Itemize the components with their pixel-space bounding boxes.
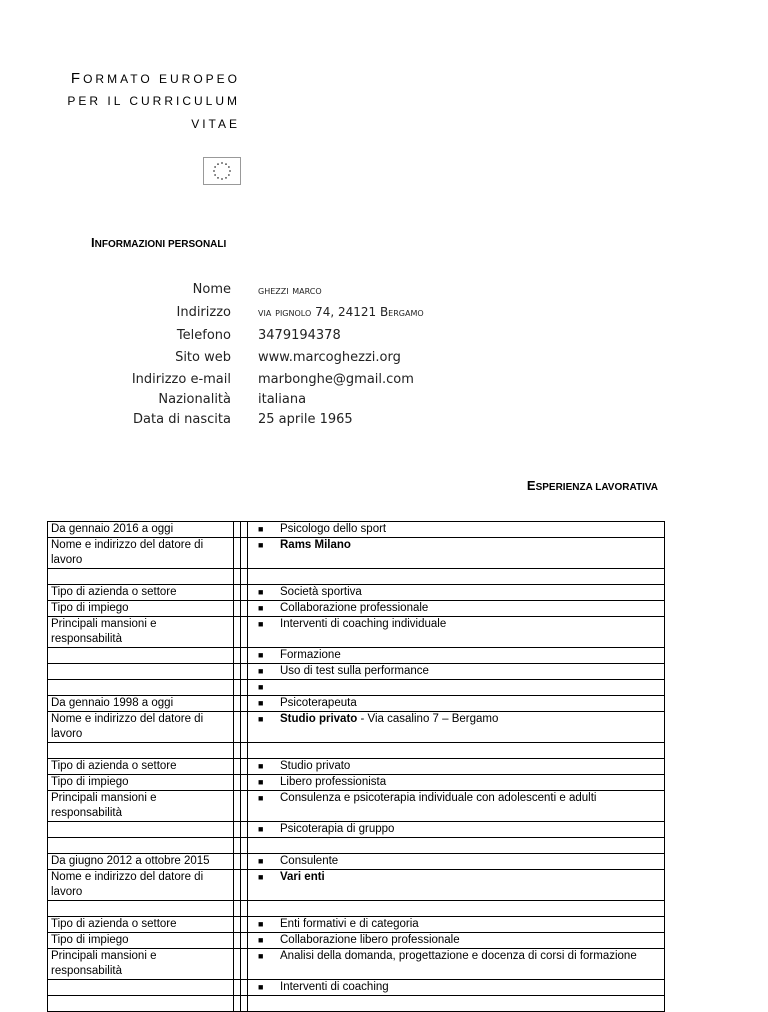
value-email[interactable]: marbonghe@gmail.com [258,372,414,387]
row-value-text: Libero professionista [280,776,387,788]
row-value [248,601,665,617]
row-value-text: Uso di test sulla performance [280,665,429,677]
square-bullet-icon: ■ [258,935,264,945]
row-value [248,822,665,838]
spacer-cell [241,870,248,901]
table-row [48,648,665,664]
square-bullet-icon: ■ [258,603,264,613]
heading-rest: NFORMAZIONI PERSONALI [94,239,227,250]
table-row [48,996,665,1012]
table-row [48,696,665,712]
spacer-cell [234,696,241,712]
square-bullet-icon: ■ [258,824,264,834]
spacer-cell [241,980,248,996]
row-value [248,775,665,791]
spacer-cell [241,680,248,696]
label-email: Indirizzo e-mail [131,372,231,387]
row-value-text: Rams Milano [280,539,351,551]
row-label: Nome e indirizzo del datore di lavoro [48,712,234,743]
row-label: Tipo di azienda o settore [48,585,234,601]
table-row [48,522,665,538]
row-value [248,522,665,538]
square-bullet-icon: ■ [258,619,264,629]
square-bullet-icon: ■ [258,777,264,787]
spacer-cell [241,791,248,822]
row-value-text: Psicologo dello sport [280,523,387,535]
row-label: Tipo di azienda o settore [48,917,234,933]
row-value-text: Studio privato [280,760,351,772]
spacer-cell [241,917,248,933]
heading-initial: E [526,478,536,493]
table-row [48,949,665,980]
row-label: Da gennaio 1998 a oggi [48,696,234,712]
row-value-text: Formazione [280,649,341,661]
table-row [48,664,665,680]
spacer-cell [234,538,241,569]
spacer-cell [241,696,248,712]
spacer-cell [241,822,248,838]
spacer-cell [234,791,241,822]
label-website: Sito web [175,350,231,365]
spacer-cell [234,949,241,980]
row-label: Tipo di impiego [48,601,234,617]
square-bullet-icon: ■ [258,698,264,708]
row-label [48,648,234,664]
spacer-cell [241,538,248,569]
table-row [48,901,665,917]
table-row [48,791,665,822]
table-row [48,585,665,601]
spacer-cell [234,712,241,743]
spacer-cell [241,522,248,538]
label-name: Nome [192,282,231,297]
table-row [48,617,665,648]
spacer-cell [234,980,241,996]
spacer-cell [241,901,248,917]
row-label [48,996,234,1012]
row-value-text: Collaborazione professionale [280,602,429,614]
square-bullet-icon: ■ [258,982,264,992]
employer-name: Studio privato [280,713,358,725]
spacer-cell [234,917,241,933]
row-value-text: Interventi di coaching individuale [280,618,447,630]
square-bullet-icon: ■ [258,540,264,550]
table-row [48,680,665,696]
table-row [48,980,665,996]
table-row [48,838,665,854]
spacer-cell [241,569,248,585]
row-value [248,838,665,854]
table-row [48,822,665,838]
personal-info-heading [91,235,226,250]
row-value [248,870,665,901]
spacer-cell [241,775,248,791]
spacer-cell [234,901,241,917]
row-label: Principali mansioni e responsabilità [48,949,234,980]
row-value [248,996,665,1012]
row-label: Da gennaio 2016 a oggi [48,522,234,538]
spacer-cell [234,775,241,791]
table-row [48,538,665,569]
table-row [48,712,665,743]
row-value [248,538,665,569]
row-value [248,791,665,822]
spacer-cell [241,585,248,601]
square-bullet-icon: ■ [258,682,264,692]
spacer-cell [234,664,241,680]
spacer-cell [234,585,241,601]
row-label: Da giugno 2012 a ottobre 2015 [48,854,234,870]
spacer-cell [241,854,248,870]
spacer-cell [241,949,248,980]
address-text: via pignolo 74, 24121 Bergamo [258,305,424,319]
value-phone: 3479194378 [258,328,341,343]
row-value [248,680,665,696]
row-label [48,980,234,996]
square-bullet-icon: ■ [258,587,264,597]
row-value-text: Consulente [280,855,339,867]
table-row [48,601,665,617]
row-value [248,917,665,933]
heading-rest: SPERIENZA LAVORATIVA [535,482,658,493]
row-label: Nome e indirizzo del datore di lavoro [48,870,234,901]
cv-title-line-2: PER IL CURRICULUM [67,94,240,108]
row-label: Tipo di impiego [48,775,234,791]
spacer-cell [241,759,248,775]
square-bullet-icon: ■ [258,919,264,929]
row-label [48,838,234,854]
row-label [48,743,234,759]
row-value [248,617,665,648]
value-nationality: italiana [258,392,307,407]
row-value-text: Enti formativi e di categoria [280,918,419,930]
spacer-cell [234,759,241,775]
experience-table [47,521,665,1012]
row-label: Principali mansioni e responsabilità [48,617,234,648]
row-label [48,569,234,585]
spacer-cell [241,996,248,1012]
square-bullet-icon: ■ [258,872,264,882]
row-value [248,585,665,601]
square-bullet-icon: ■ [258,793,264,803]
value-website[interactable]: www.marcoghezzi.org [258,350,401,365]
row-value-text: Consulenza e psicoterapia individuale con adolescenti e adulti [280,792,597,804]
row-value [248,664,665,680]
square-bullet-icon: ■ [258,951,264,961]
row-value [248,696,665,712]
row-label: Tipo di azienda o settore [48,759,234,775]
square-bullet-icon: ■ [258,714,264,724]
row-value [248,933,665,949]
row-value [248,712,665,743]
experience-heading [527,478,658,493]
row-value-text: Collaborazione libero professionale [280,934,460,946]
table-row [48,870,665,901]
spacer-cell [234,854,241,870]
row-value [248,854,665,870]
spacer-cell [234,522,241,538]
label-address: Indirizzo [176,305,231,320]
table-row [48,917,665,933]
spacer-cell [241,664,248,680]
spacer-cell [234,569,241,585]
spacer-cell [241,838,248,854]
spacer-cell [234,617,241,648]
square-bullet-icon: ■ [258,666,264,676]
square-bullet-icon: ■ [258,524,264,534]
label-nationality: Nazionalità [158,392,231,407]
spacer-cell [234,933,241,949]
table-row [48,933,665,949]
spacer-cell [241,601,248,617]
spacer-cell [234,996,241,1012]
eu-flag-logo [203,157,241,185]
row-value [248,759,665,775]
table-row [48,854,665,870]
table-row [48,775,665,791]
row-value-text: Analisi della domanda, progettazione e docenza di corsi di formazione [280,950,637,962]
row-value-text: Psicoterapeuta [280,697,357,709]
row-value [248,648,665,664]
spacer-cell [234,601,241,617]
spacer-cell [234,743,241,759]
title-initial: F [70,70,84,87]
table-row [48,743,665,759]
spacer-cell [241,743,248,759]
row-value [248,949,665,980]
value-address [258,305,424,320]
spacer-cell [234,822,241,838]
spacer-cell [241,712,248,743]
row-label [48,901,234,917]
row-label [48,664,234,680]
table-row [48,759,665,775]
row-value [248,743,665,759]
cv-title-line-1 [71,70,240,87]
row-label: Principali mansioni e responsabilità [48,791,234,822]
row-value-text: Psicoterapia di gruppo [280,823,395,835]
row-value [248,980,665,996]
label-birthdate: Data di nascita [133,412,231,427]
table-row [48,569,665,585]
spacer-cell [241,648,248,664]
row-value-text: Interventi di coaching [280,981,389,993]
square-bullet-icon: ■ [258,761,264,771]
row-value-text: Vari enti [280,871,325,883]
spacer-cell [241,933,248,949]
row-label: Nome e indirizzo del datore di lavoro [48,538,234,569]
value-birthdate [258,412,353,427]
spacer-cell [234,680,241,696]
spacer-cell [234,870,241,901]
title-rest: ORMATO EUROPEO [83,72,240,86]
birthdate-text: 25 aprile 1965 [258,412,353,427]
square-bullet-icon: ■ [258,650,264,660]
row-value-text: Società sportiva [280,586,362,598]
spacer-cell [241,617,248,648]
square-bullet-icon: ■ [258,856,264,866]
row-value [248,901,665,917]
spacer-cell [234,838,241,854]
row-label [48,822,234,838]
spacer-cell [234,648,241,664]
row-label [48,680,234,696]
value-name: ghezzi marco [258,283,322,297]
label-phone: Telefono [176,328,231,343]
row-value-text: - Via casalino 7 – Bergamo [357,713,499,725]
heading-initial: I [91,235,95,250]
cv-title-line-3: VITAE [191,117,240,131]
row-label: Tipo di impiego [48,933,234,949]
row-value [248,569,665,585]
